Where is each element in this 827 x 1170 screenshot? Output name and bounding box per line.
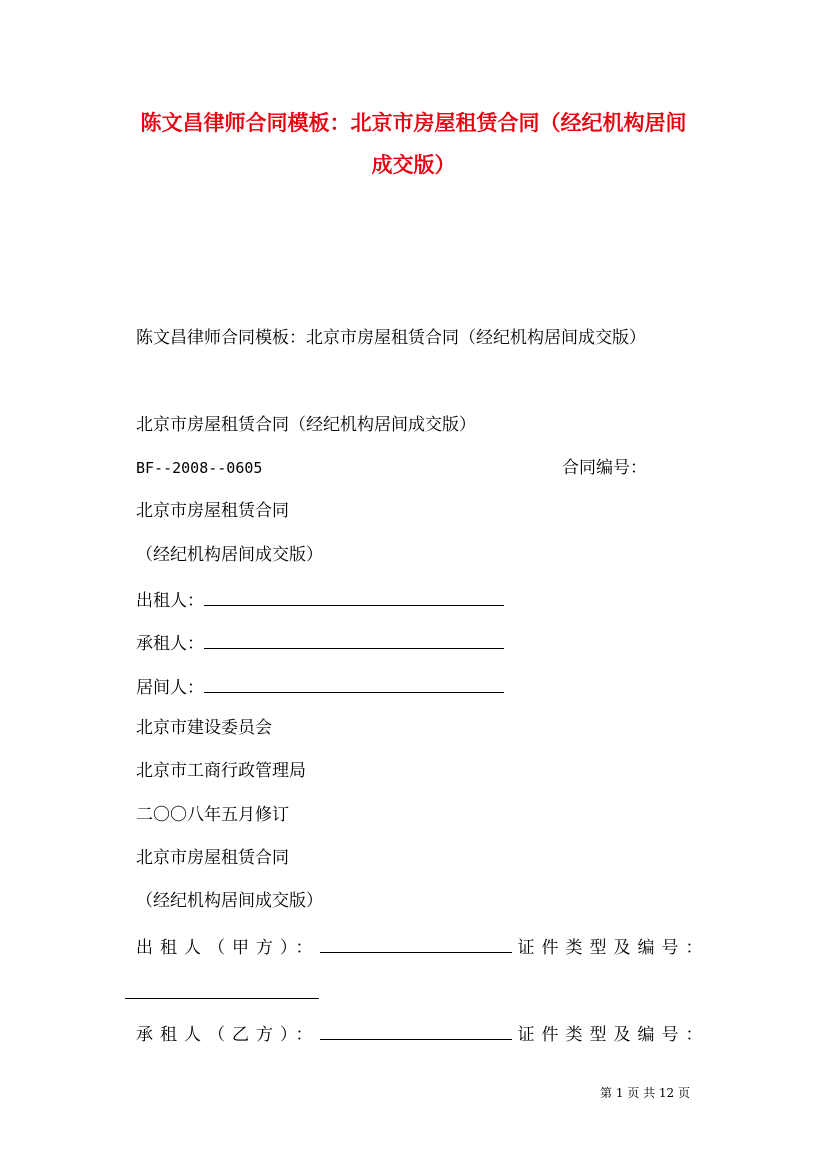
party-a-row <box>136 937 710 957</box>
lessee-row <box>136 633 504 653</box>
page-footer: 第 1 页 共 12 页 <box>600 1086 690 1100</box>
intro-paragraph: 陈文昌律师合同模板：北京市房屋租赁合同（经纪机构居间成交版） <box>136 328 646 348</box>
broker-row <box>136 677 504 697</box>
party-b-id-label: 证件类型及编号： <box>517 1025 710 1045</box>
issuer-commerce: 北京市工商行政管理局 <box>136 761 306 781</box>
party-a-id-label: 证件类型及编号： <box>517 938 710 958</box>
party-a-id-blank[interactable] <box>125 983 319 999</box>
party-a-label: 出租人（甲方）： <box>136 938 320 958</box>
party-a-id-row <box>125 983 319 1003</box>
lessee-label: 承租人： <box>136 634 204 654</box>
contract-code: BF--2008--0605 <box>136 459 263 477</box>
cover-title: 北京市房屋租赁合同 <box>136 501 289 521</box>
cover-subtitle: （经纪机构居间成交版） <box>136 545 323 565</box>
party-b-row <box>136 1024 710 1044</box>
broker-label: 居间人： <box>136 678 204 698</box>
issuer-construction: 北京市建设委员会 <box>136 718 272 738</box>
party-b-label: 承租人（乙方）： <box>136 1025 320 1045</box>
lessor-blank[interactable] <box>204 590 504 606</box>
broker-blank[interactable] <box>204 677 504 693</box>
document-title-line1: 陈文昌律师合同模板：北京市房屋租赁合同（经纪机构居间 <box>140 110 687 135</box>
revision-date: 二〇〇八年五月修订 <box>136 805 289 825</box>
document-title-line2: 成交版） <box>371 152 456 177</box>
party-a-name-blank[interactable] <box>320 937 512 953</box>
contract-number-label: 合同编号： <box>562 458 647 478</box>
lessor-label: 出租人： <box>136 591 204 611</box>
body-title: 北京市房屋租赁合同 <box>136 848 289 868</box>
lessee-blank[interactable] <box>204 633 504 649</box>
lessor-row <box>136 590 504 610</box>
contract-name-full: 北京市房屋租赁合同（经纪机构居间成交版） <box>136 415 476 435</box>
party-b-name-blank[interactable] <box>320 1024 512 1040</box>
body-subtitle: （经纪机构居间成交版） <box>136 891 323 911</box>
